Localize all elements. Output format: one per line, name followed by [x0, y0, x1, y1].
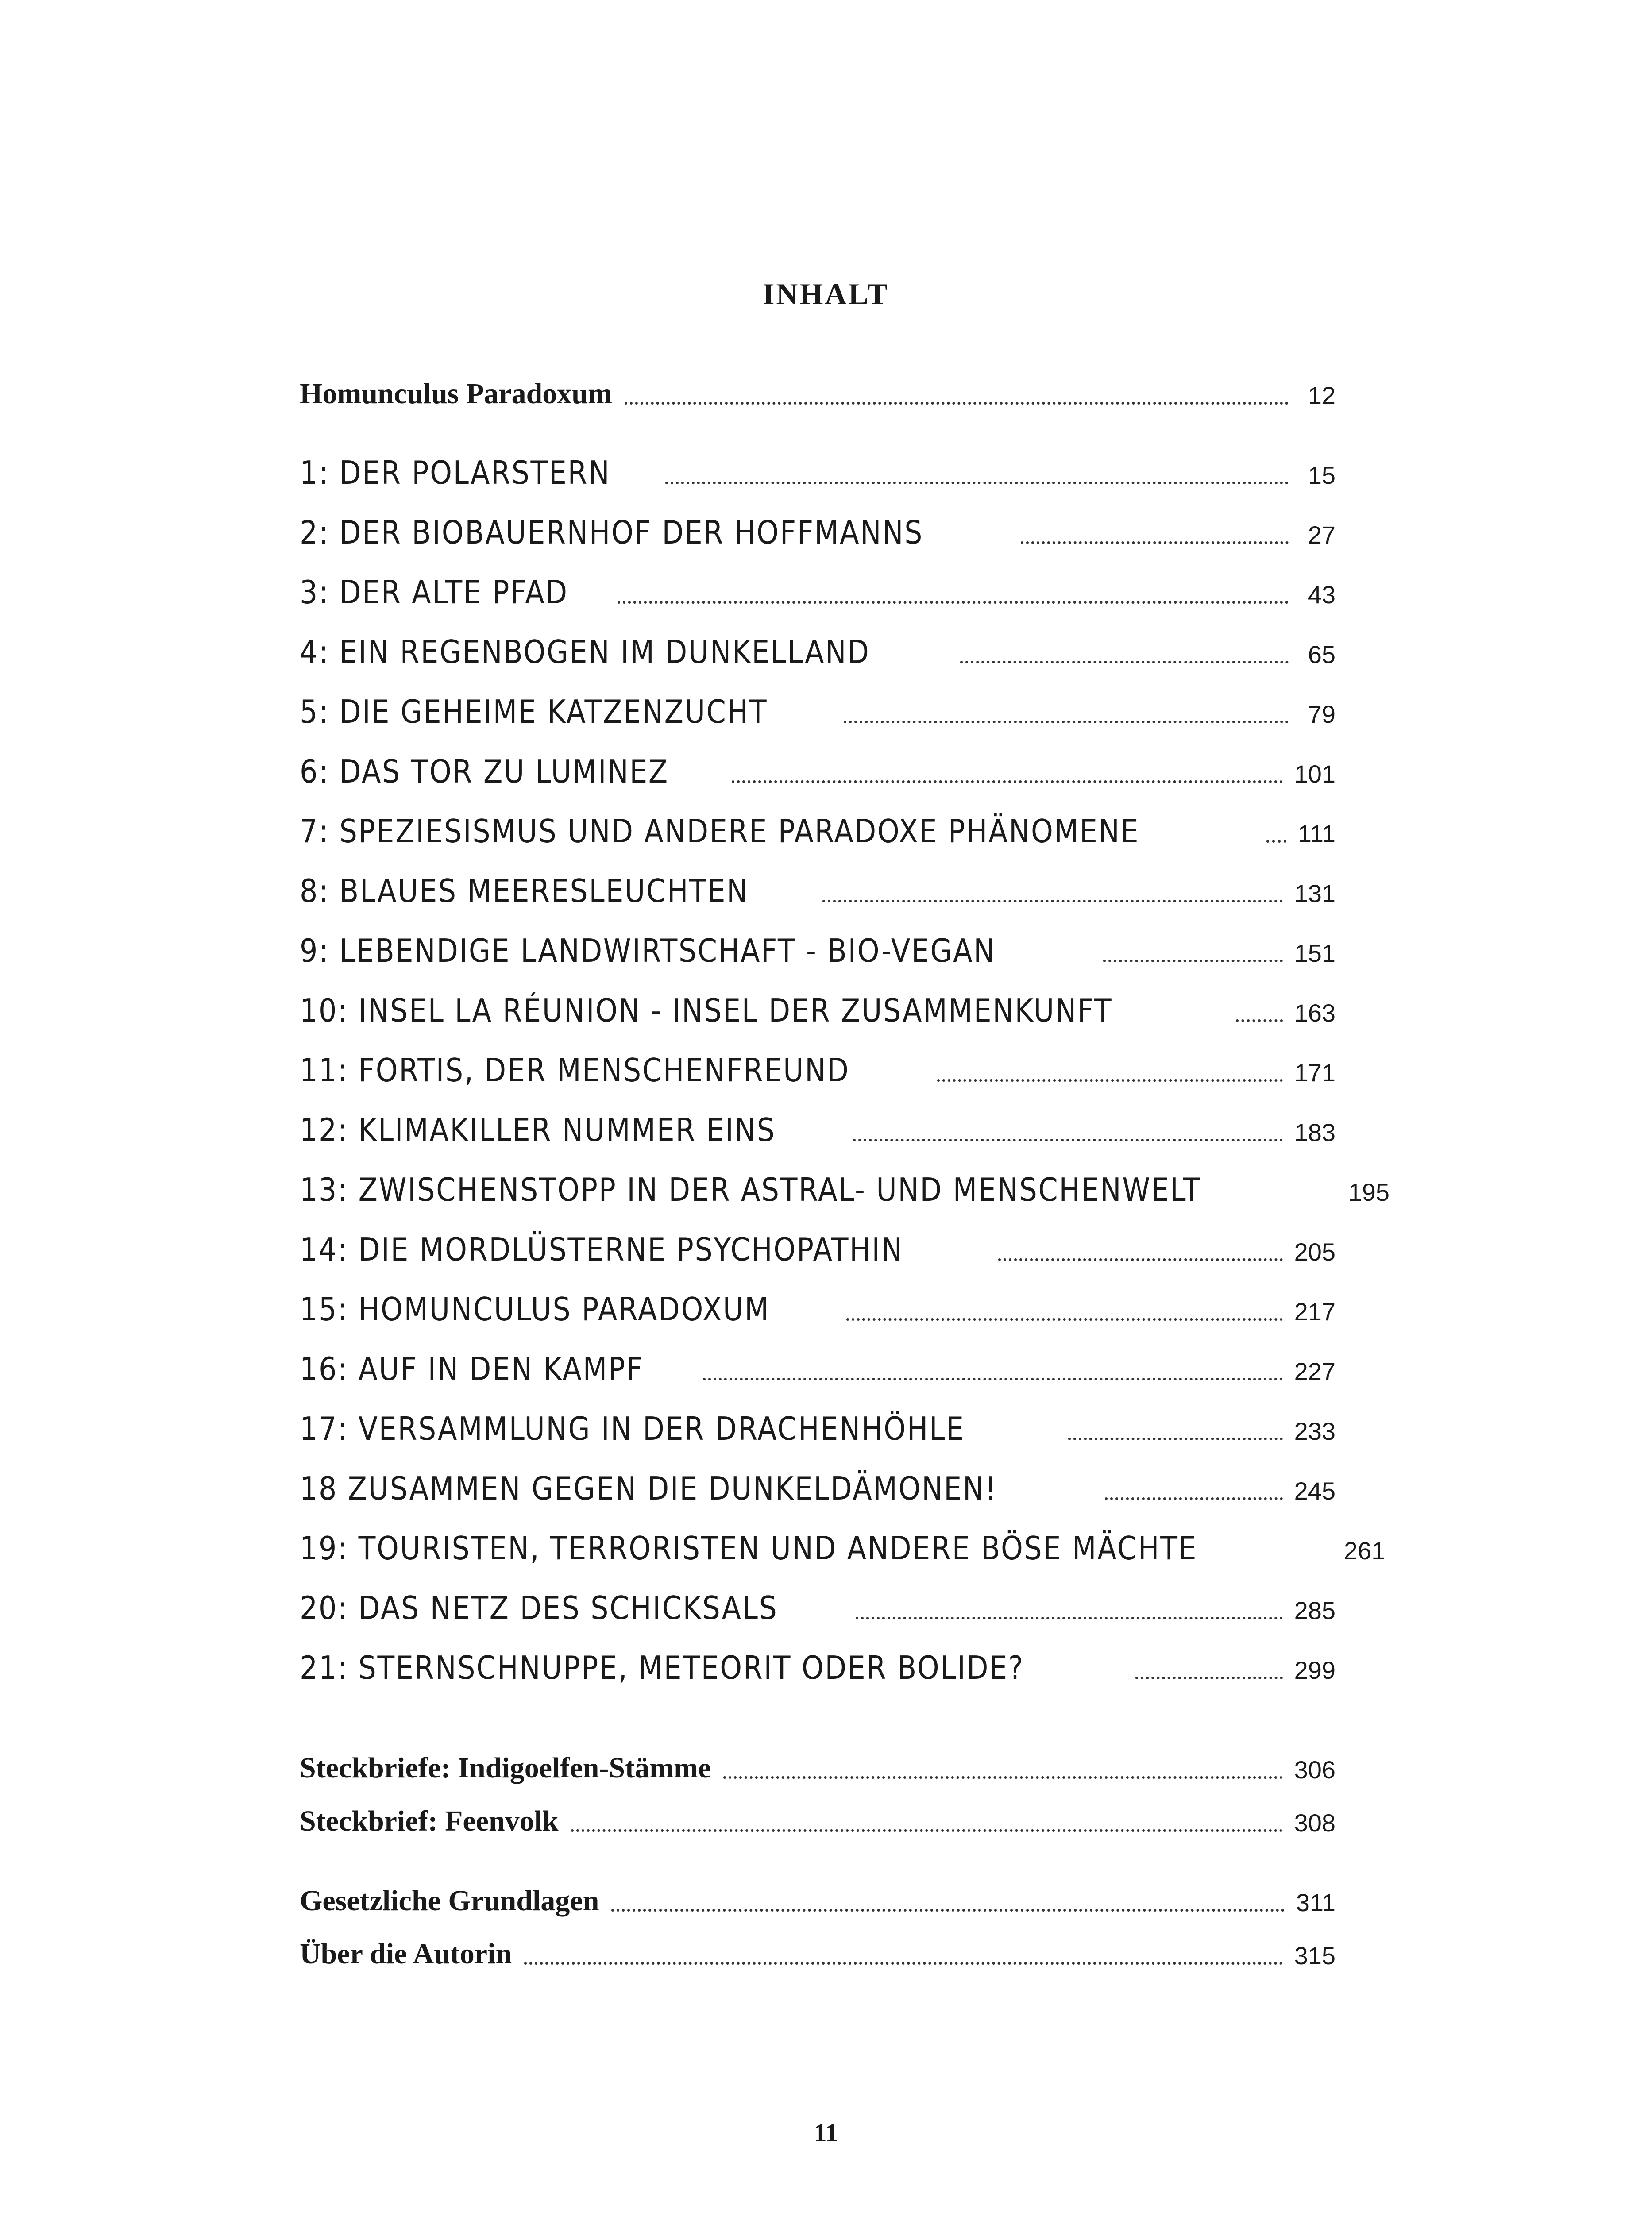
toc-entry-title: 18 ZUSAMMEN GEGEN DIE DUNKELDÄMONEN!	[300, 1470, 997, 1507]
dot-leader	[703, 1378, 1283, 1380]
toc-entry-page: 163	[1294, 999, 1335, 1027]
toc-entry-page: 43	[1308, 581, 1335, 609]
toc-entry-title: 1: DER POLARSTERN	[300, 454, 611, 491]
toc-entry	[300, 1874, 1335, 1919]
dot-leader	[732, 780, 1283, 783]
toc-entry	[300, 567, 1335, 611]
dot-leader	[571, 1829, 1283, 1832]
toc-entry	[300, 985, 1335, 1029]
dot-leader	[1103, 960, 1283, 962]
toc-entry-page: 195	[1348, 1178, 1390, 1206]
toc-entry-title: 11: FORTIS, DER MENSCHENFREUND	[300, 1052, 850, 1089]
dot-leader	[960, 661, 1289, 663]
dot-leader	[1021, 541, 1289, 544]
dot-leader	[1135, 1677, 1282, 1679]
toc-entry-page: 15	[1308, 461, 1335, 489]
toc-entry	[300, 1104, 1335, 1149]
dot-leader	[853, 1139, 1282, 1141]
toc-entry-page: 285	[1294, 1596, 1335, 1624]
toc-entry-title: 8: BLAUES MEERESLEUCHTEN	[300, 872, 749, 910]
toc-entry-title: 21: STERNSCHNUPPE, METEORIT ODER BOLIDE?	[300, 1649, 1025, 1686]
toc-entry-page: 79	[1308, 700, 1335, 728]
page-number: 11	[814, 2118, 838, 2147]
toc-entry	[300, 865, 1335, 910]
toc-entry-page: 245	[1294, 1477, 1335, 1505]
toc-entry-page: 308	[1294, 1809, 1335, 1837]
dot-leader	[1105, 1497, 1283, 1500]
toc-entry-title: 16: AUF IN DEN KAMPF	[300, 1350, 644, 1388]
toc-entry	[300, 746, 1335, 790]
toc-entry	[300, 367, 1335, 412]
toc-entry-title: 4: EIN REGENBOGEN IM DUNKELLAND	[300, 633, 870, 671]
toc-entry-page: 261	[1343, 1537, 1386, 1565]
toc-entry-page: 27	[1308, 521, 1335, 549]
toc-entry-title: 17: VERSAMMLUNG IN DER DRACHENHÖHLE	[300, 1410, 965, 1447]
dot-leader	[1266, 840, 1286, 843]
toc-entry-page: 311	[1296, 1889, 1335, 1916]
toc-entry	[300, 1403, 1335, 1447]
toc-entry-page: 151	[1294, 939, 1335, 967]
dot-leader	[822, 900, 1283, 902]
toc-entry-page: 65	[1308, 640, 1335, 668]
toc-entry-title: 19: TOURISTEN, TERRORISTEN UND ANDERE BÖSE MÄCHTE	[300, 1530, 1198, 1567]
toc-entry-page: 131	[1294, 879, 1335, 907]
toc-entry-title: 5: DIE GEHEIME KATZENZUCHT	[300, 693, 768, 730]
toc-entry-page: 299	[1294, 1656, 1335, 1684]
toc-entry-page: 183	[1294, 1118, 1335, 1146]
toc-entry-title: 2: DER BIOBAUERNHOF DER HOFFMANNS	[300, 514, 924, 551]
toc-entry-title: 7: SPEZIESISMUS UND ANDERE PARADOXE PHÄNOMENE	[300, 813, 1140, 850]
toc-entry-title: 3: DER ALTE PFAD	[300, 574, 568, 611]
dot-leader	[625, 402, 1289, 405]
toc-entry	[300, 1284, 1335, 1328]
toc-entry	[300, 1045, 1335, 1089]
dot-leader	[665, 482, 1289, 484]
toc-entry	[300, 1164, 1390, 1208]
dot-leader	[723, 1776, 1282, 1779]
toc-entry-title: Homunculus Paradoxum	[300, 378, 612, 410]
toc-entry-title: 13: ZWISCHENSTOPP IN DER ASTRAL- UND MENSCHENWELT	[300, 1171, 1201, 1208]
dot-leader	[611, 1909, 1284, 1912]
dot-leader	[1068, 1438, 1283, 1440]
dot-leader	[524, 1962, 1282, 1965]
toc-entry	[300, 1582, 1335, 1627]
toc-entry	[300, 1928, 1335, 1972]
toc-entry	[300, 686, 1335, 730]
dot-leader	[856, 1617, 1283, 1619]
toc-entry	[300, 806, 1335, 850]
toc-entry-page: 227	[1294, 1357, 1335, 1385]
dot-leader	[846, 1318, 1282, 1321]
toc-entry	[300, 1742, 1335, 1786]
toc-entry-title: 10: INSEL LA RÉUNION - INSEL DER ZUSAMMENKUNFT	[300, 992, 1113, 1029]
toc-entry	[300, 626, 1335, 671]
toc-entry	[300, 1642, 1335, 1686]
toc-entry	[300, 447, 1335, 491]
toc-entry	[300, 925, 1335, 969]
toc-entry-page: 315	[1294, 1942, 1335, 1970]
toc-entry	[300, 1224, 1335, 1268]
dot-leader	[844, 721, 1289, 723]
toc-entry-title: Steckbrief: Feenvolk	[300, 1805, 559, 1837]
toc-entry-title: Über die Autorin	[300, 1938, 512, 1970]
toc-entry	[300, 1463, 1335, 1507]
dot-leader	[1236, 1019, 1283, 1022]
toc-entry	[300, 1523, 1386, 1567]
toc-entry-title: 9: LEBENDIGE LANDWIRTSCHAFT - BIO-VEGAN	[300, 932, 996, 969]
toc-entry-title: 14: DIE MORDLÜSTERNE PSYCHOPATHIN	[300, 1231, 903, 1268]
toc-entry-page: 171	[1294, 1059, 1335, 1087]
dot-leader	[937, 1079, 1283, 1082]
toc-entry	[300, 1343, 1335, 1388]
toc-entry-page: 12	[1308, 382, 1335, 409]
toc-entry-page: 217	[1294, 1298, 1335, 1326]
toc-entry-page: 101	[1294, 760, 1335, 788]
toc-heading: INHALT	[762, 277, 890, 311]
toc-entry-page: 306	[1294, 1756, 1335, 1784]
dot-leader	[998, 1258, 1283, 1261]
toc-entry-page: 205	[1294, 1238, 1335, 1266]
dot-leader	[618, 601, 1289, 604]
toc-entry	[300, 507, 1335, 551]
toc-entry-page: 233	[1294, 1417, 1335, 1445]
toc-entry-page: 111	[1297, 820, 1335, 848]
toc-entry-title: 20: DAS NETZ DES SCHICKSALS	[300, 1589, 778, 1627]
toc-entry-title: 12: KLIMAKILLER NUMMER EINS	[300, 1111, 776, 1149]
toc-entry-title: 6: DAS TOR ZU LUMINEZ	[300, 753, 669, 790]
toc-entry-title: Steckbriefe: Indigoelfen-Stämme	[300, 1752, 711, 1784]
toc-entry-title: Gesetzliche Grundlagen	[300, 1885, 599, 1917]
toc-entry-title: 15: HOMUNCULUS PARADOXUM	[300, 1291, 770, 1328]
toc-entry	[300, 1795, 1335, 1839]
